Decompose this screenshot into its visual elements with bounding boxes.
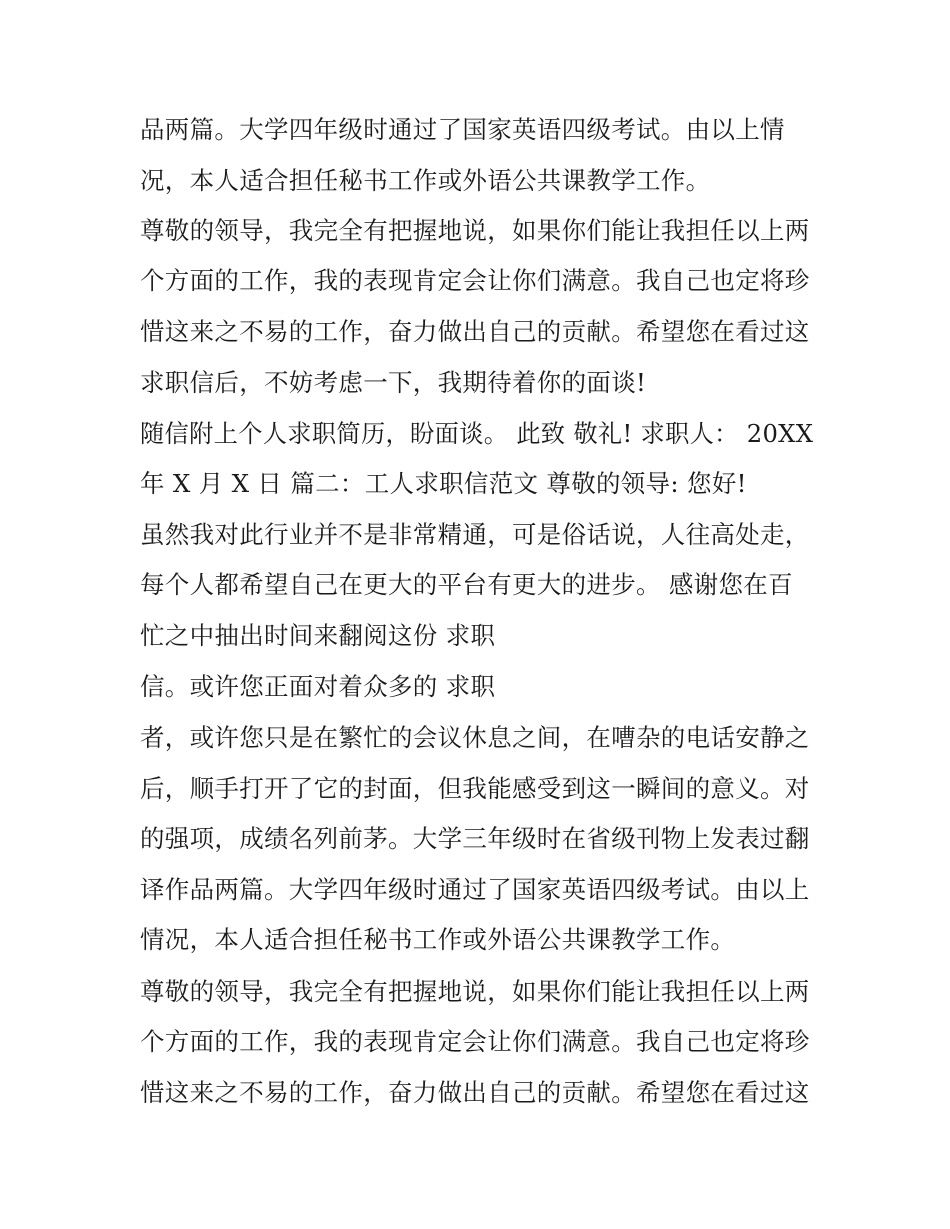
text-line: 忙之中抽出时间来翻阅这份 求职 bbox=[140, 621, 496, 650]
text-line: 个方面的工作，我的表现肯定会让你们满意。我自己也定将珍 bbox=[140, 1027, 810, 1056]
text-line: 求职信后，不妨考虑一下，我期待着你的面谈! bbox=[140, 368, 647, 397]
text-line: 尊敬的领导，我完全有把握地说，如果你们能让我担任以上两 bbox=[140, 216, 810, 245]
text-line: 的强项，成绩名列前茅。大学三年级时在省级刊物上发表过翻 bbox=[140, 824, 810, 853]
text-line: 尊敬的领导，我完全有把握地说，如果你们能让我担任以上两 bbox=[140, 977, 810, 1006]
text-line: 惜这来之不易的工作，奋力做出自己的贡献。希望您在看过这 bbox=[140, 1078, 810, 1107]
text-line: 惜这来之不易的工作，奋力做出自己的贡献。希望您在看过这 bbox=[140, 317, 810, 346]
text-line: 每个人都希望自己在更大的平台有更大的进步。 感谢您在百 bbox=[140, 570, 793, 599]
text-line: 者，或许您只是在繁忙的会议休息之间，在嘈杂的电话安静之 bbox=[140, 723, 810, 752]
text-line: 况，本人适合担任秘书工作或外语公共课教学工作。 bbox=[140, 166, 711, 195]
text-line: 后，顺手打开了它的封面，但我能感受到这一瞬间的意义。对 bbox=[140, 774, 810, 803]
text-line: 年 X 月 X 日 篇二：工人求职信范文 尊敬的领导: 您好! bbox=[140, 469, 747, 498]
text-line: 个方面的工作，我的表现肯定会让你们满意。我自己也定将珍 bbox=[140, 266, 810, 295]
text-line: 随信附上个人求职简历，盼面谈。 此致 敬礼! 求职人： 20XX bbox=[140, 419, 814, 448]
text-line: 品两篇。大学四年级时通过了国家英语四级考试。由以上情 bbox=[140, 115, 785, 144]
text-line: 译作品两篇。大学四年级时通过了国家英语四级考试。由以上 bbox=[140, 875, 810, 904]
text-line: 信。或许您正面对着众多的 求职 bbox=[140, 672, 496, 701]
text-line: 虽然我对此行业并不是非常精通，可是俗话说，人往高处走， bbox=[140, 520, 810, 549]
text-line: 情况，本人适合担任秘书工作或外语公共课教学工作。 bbox=[140, 925, 736, 954]
